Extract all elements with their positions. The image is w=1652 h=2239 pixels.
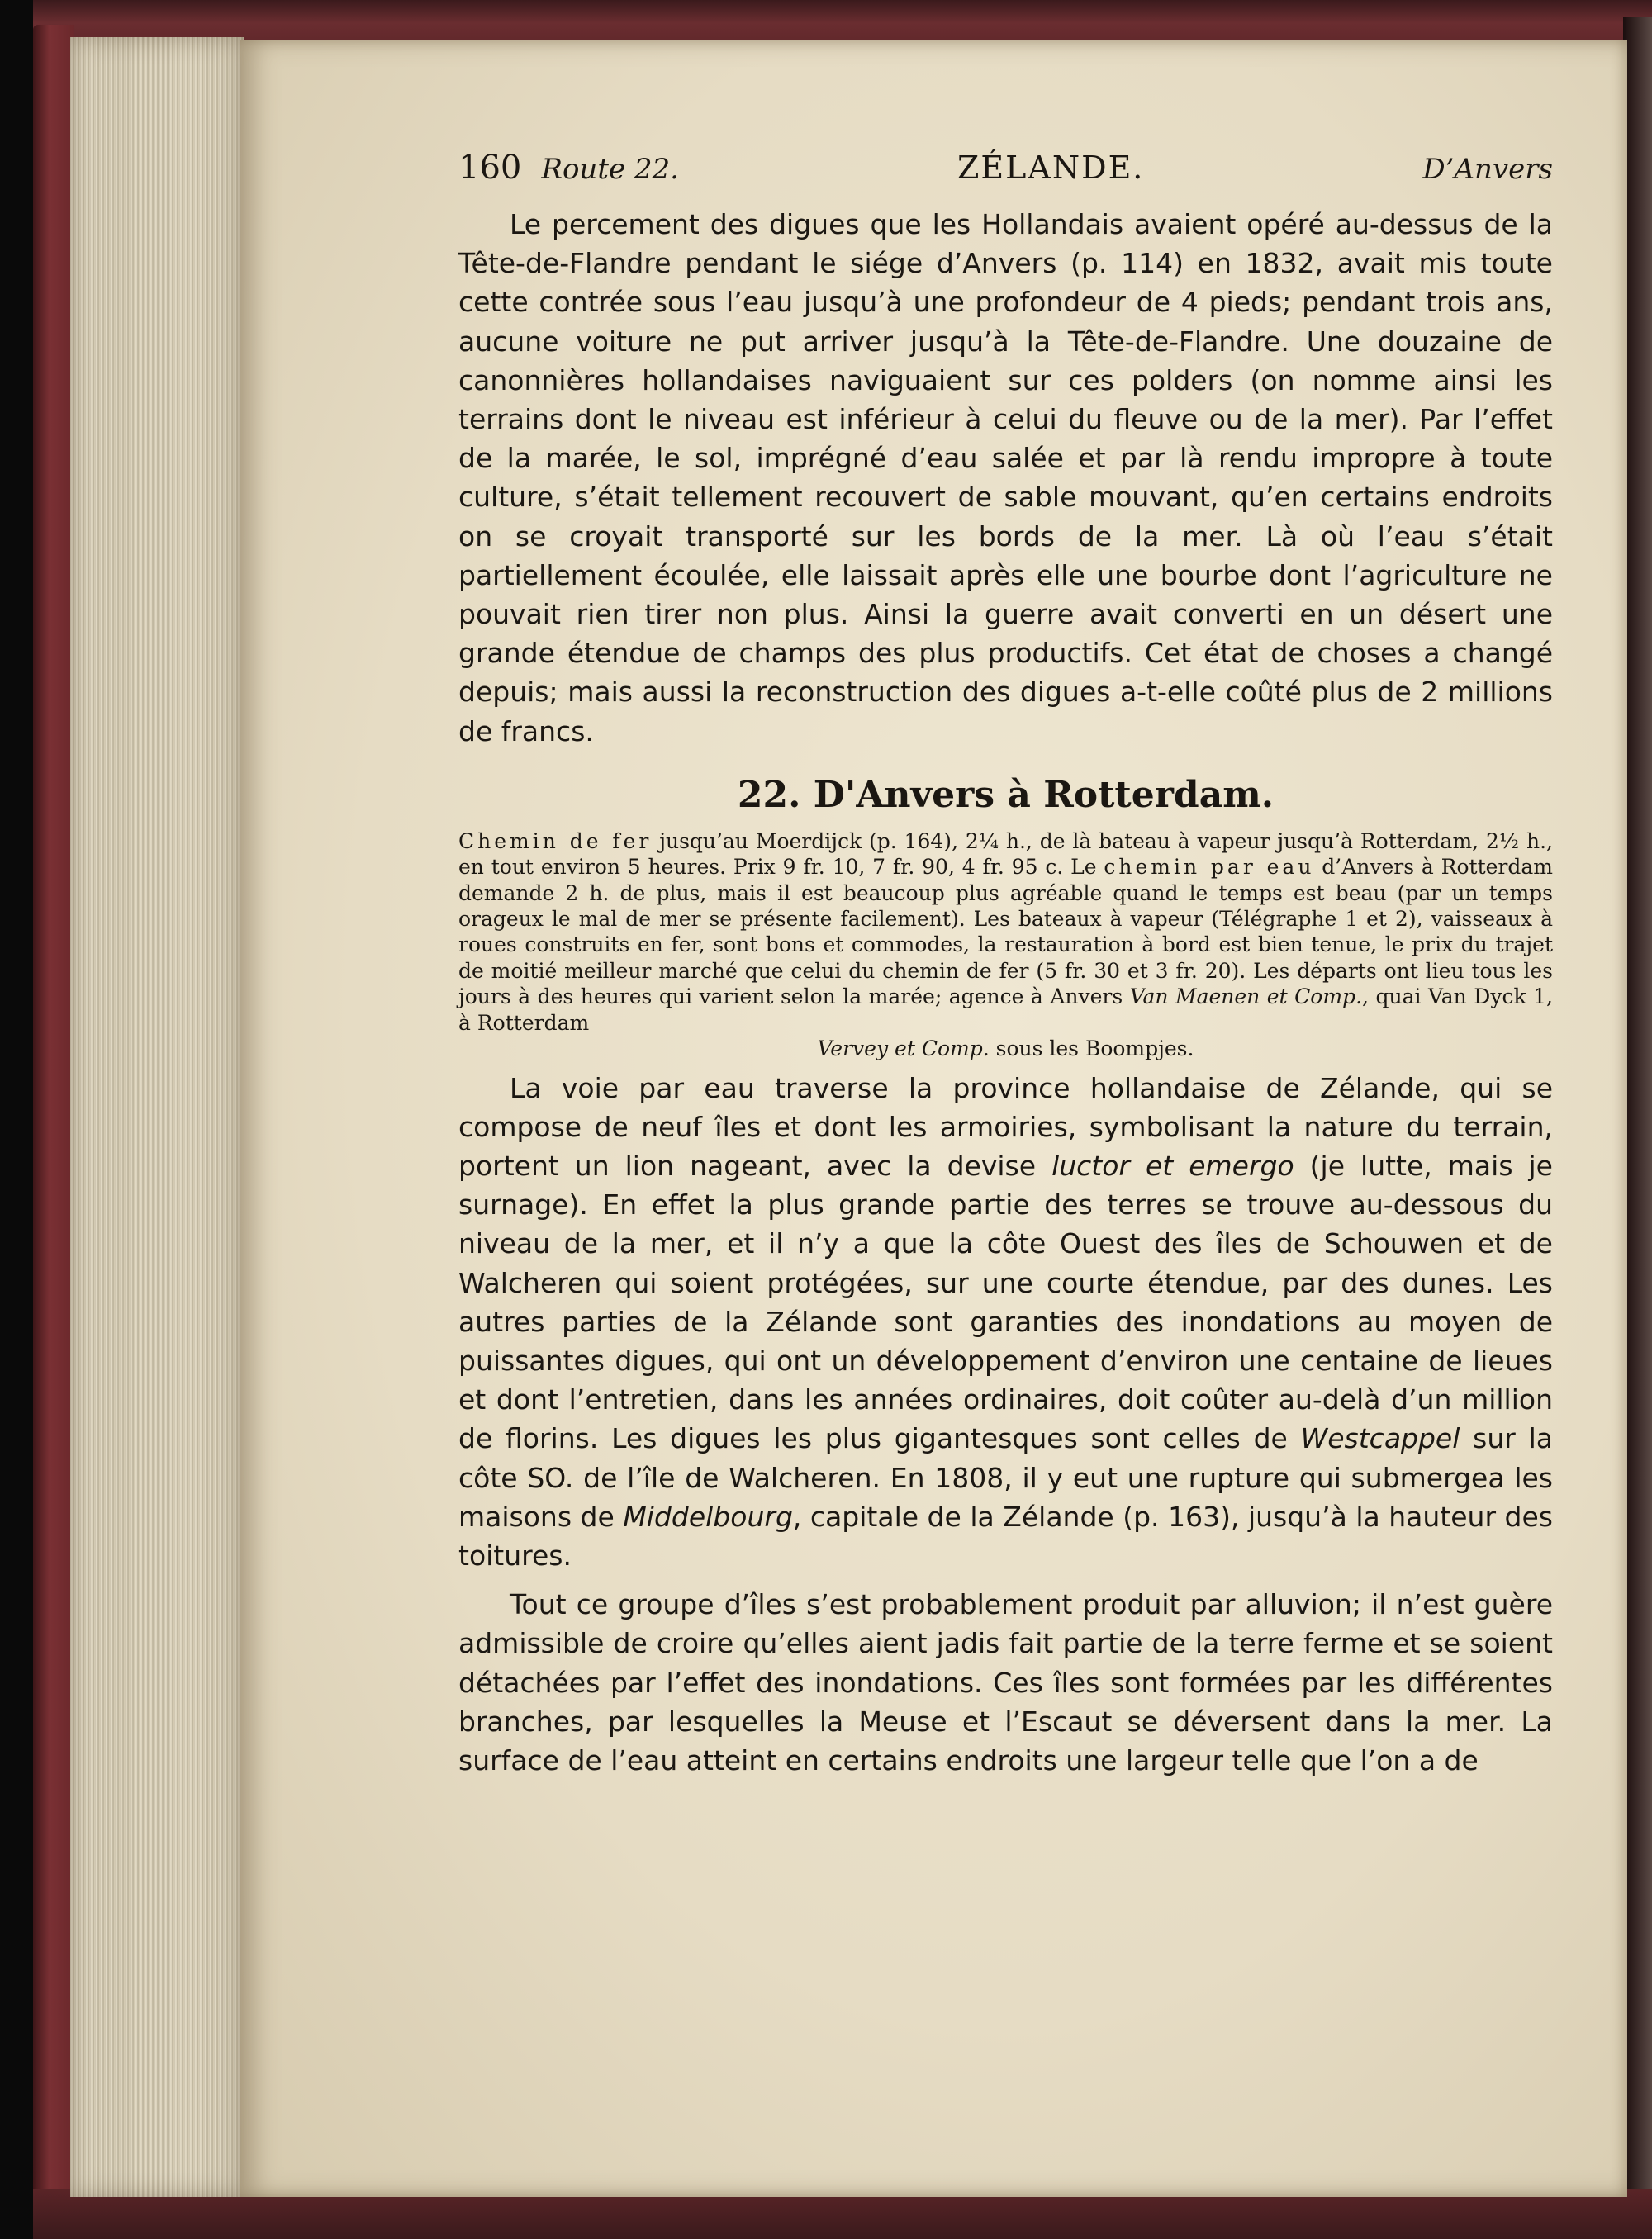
paragraph-3: Tout ce groupe d’îles s’est probablement produit par alluvion; il n’est guère admissible de croire qu’elles aient jadis fait partie de la terre ferme et se soient détachées par l’effet des inondations. Ces îles sont formées par les différentes branches, par lesquelles la Meuse et l’Escaut se déversent dans la mer. La surface de l’eau atteint en certains endroits une largeur telle que l’on a de	[458, 1588, 1553, 1776]
text-block	[458, 149, 1553, 1780]
section-heading: 22. D'Anvers à Rotterdam.	[737, 773, 1275, 816]
page-edges	[70, 37, 244, 2197]
paragraph-2-place-1: Westcappel	[1300, 1422, 1460, 1455]
book-cover-right	[1623, 17, 1652, 2239]
travel-note-water-label: chemin par eau	[1104, 855, 1315, 880]
travel-note-agent-1: Van Maenen et Comp.	[1129, 984, 1363, 1009]
paragraph-2-text-1: La voie par eau traverse la province hollandaise de Zélande, qui se compose de neuf îles et dont les armoiries, symbolisant la nature du terrain, portent un lion nageant, avec la devise	[458, 1071, 1553, 1182]
travel-note-text-3: , quai Van Dyck 1, à Rotterdam	[458, 984, 1553, 1035]
paragraph-2-text-2: (je lutte, mais je surnage). En effet la plus grande partie des terres se trouve au-dessous du niveau de la mer, et il n’y a que la côte Ouest des îles de Schouwen et de Walcheren qui soient protégées, sur une courte étendue, par des dunes. Les autres parties de la Zélande sont garanties des inondations au moyen de puissantes digues, qui ont un développement d’environ une centaine de lieues et dont l’entretien, dans les années ordinaires, doit coûter au-delà d’un million de florins. Les digues les plus gigantesques sont celles de	[458, 1149, 1553, 1455]
travel-note-text-1: jusqu’au Moerdijck (p. 164), 2¼ h., de là bateau à vapeur jusqu’à Rotterdam, 2½ h., en tout environ 5 heures. Prix 9 fr. 10, 7 fr. 90, 4 fr. 95 c. Le	[458, 828, 1553, 880]
travel-note-text-4: sous les Boompjes.	[989, 1036, 1194, 1061]
paragraph-2-place-2: Middelbourg	[623, 1500, 793, 1533]
route-label: Route 22.	[541, 153, 679, 186]
page-number: 160	[458, 149, 522, 187]
running-head-right: D’Anvers	[1422, 153, 1553, 186]
paragraph-2-text-3: sur la côte SO. de l’île de Walcheren. En 1808, il y eut une rupture qui submergea les maisons de	[458, 1422, 1553, 1533]
travel-note-rail-label: Chemin de fer	[458, 828, 653, 853]
paragraph-2	[458, 1069, 1553, 1576]
travel-note-agent-2: Vervey et Comp.	[817, 1036, 990, 1061]
running-head	[458, 149, 1553, 198]
travel-note-text-2: d’Anvers à Rotterdam demande 2 h. de plus, mais il est beaucoup plus agréable quand le temps est beau (par un temps orageux le mal de mer se présente facilement). Les bateaux à vapeur (Télégraphe 1 et 2), vaisseaux à roues construits en fer, sont bons et commodes, la restauration à bord est bien tenue, le prix du trajet de moitié meilleur marché que celui du chemin de fer (5 fr. 30 et 3 fr. 20). Les départs ont lieu tous les jours à des heures qui varient selon la marée; agence à Anvers	[458, 855, 1553, 1009]
paragraph-1: Le percement des digues que les Hollandais avaient opéré au-dessus de la Tête-de-Flandre pendant le siége d’Anvers (p. 114) en 1832, avait mis toute cette contrée sous l’eau jusqu’à une profondeur de 4 pieds; pendant trois ans, aucune voiture ne put arriver jusqu’à la Tête-de-Flandre. Une douzaine de canonnières hollandaises naviguaient sur ces polders (on nomme ainsi les terrains dont le niveau est inférieur à celui du fleuve ou de la mer). Par l’effet de la marée, le sol, imprégné d’eau salée et par là rendu impropre à toute culture, s’était tellement recouvert de sable mouvant, qu’en certains endroits on se croyait transporté sur les bords de la mer. Là où l’eau s’était partiellement écoulée, elle laissait après elle une bourbe dont l’agriculture ne pouvait rien tirer non plus. Ainsi la guerre avait converti en un désert une grande étendue de champs des plus productifs. Cet état de choses a changé depuis; mais aussi la reconstruction des digues a-t-elle coûté plus de 2 millions de francs.	[458, 208, 1553, 747]
running-head-title: ZÉLANDE.	[957, 149, 1145, 186]
book-cover-left	[33, 25, 74, 2226]
travel-note	[458, 828, 1553, 1062]
paragraph-2-text-4: , capitale de la Zélande (p. 163), jusqu’à la hauteur des toitures.	[458, 1500, 1553, 1572]
paragraph-2-motto: luctor et emergo	[1051, 1149, 1294, 1182]
travel-note-last-line	[458, 1036, 1553, 1061]
running-head-left	[458, 149, 679, 187]
